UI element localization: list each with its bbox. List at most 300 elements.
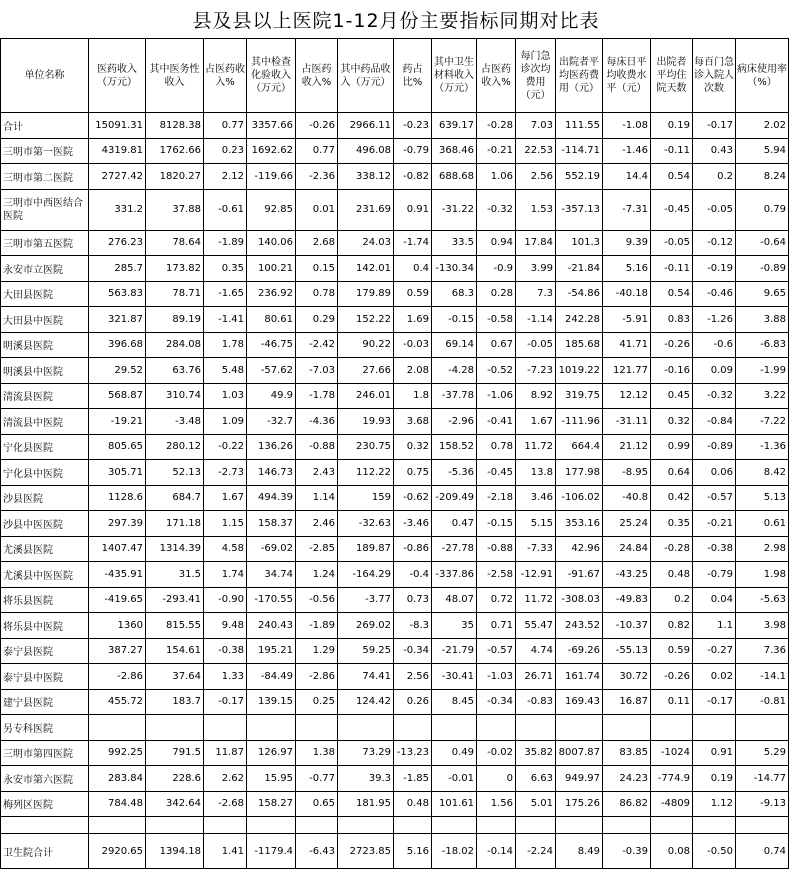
value-cell: 177.98: [556, 460, 603, 486]
value-cell: 1692.62: [247, 138, 296, 164]
value-cell: 25.24: [603, 511, 651, 537]
table-row: [1, 613, 789, 639]
value-cell: [146, 715, 204, 741]
unit-name-cell: 三明市第五医院: [1, 230, 89, 256]
value-cell: -0.02: [477, 740, 516, 766]
value-cell: -0.17: [204, 689, 247, 715]
value-cell: -1.89: [204, 230, 247, 256]
value-cell: 396.68: [89, 332, 146, 358]
value-cell: 48.07: [432, 587, 477, 613]
value-cell: -4.36: [296, 409, 338, 435]
unit-name-cell: 清流县医院: [1, 383, 89, 409]
value-cell: -2.18: [477, 485, 516, 511]
value-cell: 5.48: [204, 358, 247, 384]
value-cell: 276.23: [89, 230, 146, 256]
value-cell: -7.22: [736, 409, 789, 435]
value-cell: 664.4: [556, 434, 603, 460]
value-cell: 37.88: [146, 189, 204, 230]
value-cell: -2.68: [204, 791, 247, 817]
value-cell: 158.27: [247, 791, 296, 817]
value-cell: 1.98: [736, 562, 789, 588]
value-cell: -0.45: [477, 460, 516, 486]
value-cell: 0.08: [651, 834, 693, 869]
value-cell: 3.99: [516, 256, 556, 282]
column-header: 出院者平均医药费用（元）: [556, 39, 603, 113]
unit-name-cell: 建宁县医院: [1, 689, 89, 715]
value-cell: 8128.38: [146, 113, 204, 139]
value-cell: 68.3: [432, 281, 477, 307]
value-cell: [204, 817, 247, 834]
value-cell: -0.21: [693, 511, 736, 537]
column-header: 其中卫生材料收入（万元）: [432, 39, 477, 113]
table-row: [1, 740, 789, 766]
unit-name-cell: 尤溪县中医医院: [1, 562, 89, 588]
value-cell: -18.02: [432, 834, 477, 869]
value-cell: -0.05: [651, 230, 693, 256]
value-cell: 0.99: [651, 434, 693, 460]
value-cell: [693, 817, 736, 834]
value-cell: -106.02: [556, 485, 603, 511]
value-cell: -9.13: [736, 791, 789, 817]
value-cell: -293.41: [146, 587, 204, 613]
value-cell: 1.15: [204, 511, 247, 537]
value-cell: 0.65: [296, 791, 338, 817]
value-cell: -164.29: [338, 562, 394, 588]
value-cell: 175.26: [556, 791, 603, 817]
report-title: 县及县以上医院1-12月份主要指标同期对比表: [192, 10, 600, 32]
value-cell: 0.72: [477, 587, 516, 613]
value-cell: 0.11: [651, 689, 693, 715]
value-cell: -0.56: [296, 587, 338, 613]
value-cell: 7.36: [736, 638, 789, 664]
value-cell: [693, 715, 736, 741]
value-cell: [432, 817, 477, 834]
value-cell: 195.21: [247, 638, 296, 664]
unit-name-cell: 将乐县中医院: [1, 613, 89, 639]
value-cell: -14.1: [736, 664, 789, 690]
value-cell: [89, 715, 146, 741]
value-cell: -130.34: [432, 256, 477, 282]
value-cell: -0.83: [516, 689, 556, 715]
unit-name-cell: 大田县中医院: [1, 307, 89, 333]
value-cell: 2.02: [736, 113, 789, 139]
value-cell: -7.03: [296, 358, 338, 384]
value-cell: 173.82: [146, 256, 204, 282]
value-cell: -1179.4: [247, 834, 296, 869]
table-row: [1, 409, 789, 435]
value-cell: 0.77: [296, 138, 338, 164]
value-cell: -0.27: [693, 638, 736, 664]
value-cell: 4319.81: [89, 138, 146, 164]
value-cell: 2727.42: [89, 164, 146, 190]
column-header: 药占比%: [394, 39, 432, 113]
value-cell: [247, 817, 296, 834]
table-row: [1, 638, 789, 664]
unit-name-cell: 尤溪县医院: [1, 536, 89, 562]
column-header: 占医药收入%: [296, 39, 338, 113]
value-cell: -114.71: [556, 138, 603, 164]
value-cell: -0.17: [693, 689, 736, 715]
header-row: [1, 39, 789, 113]
value-cell: 0.48: [651, 562, 693, 588]
value-cell: 0.64: [651, 460, 693, 486]
value-cell: 3.68: [394, 409, 432, 435]
table-row: [1, 715, 789, 741]
value-cell: 0.74: [736, 834, 789, 869]
value-cell: -6.83: [736, 332, 789, 358]
value-cell: 86.82: [603, 791, 651, 817]
value-cell: -49.83: [603, 587, 651, 613]
value-cell: -7.23: [516, 358, 556, 384]
value-cell: 0.54: [651, 164, 693, 190]
value-cell: 2.62: [204, 766, 247, 792]
value-cell: 35: [432, 613, 477, 639]
value-cell: -111.96: [556, 409, 603, 435]
value-cell: 1.8: [394, 383, 432, 409]
value-cell: -4.28: [432, 358, 477, 384]
value-cell: -0.32: [477, 189, 516, 230]
value-cell: -0.38: [204, 638, 247, 664]
table-row: [1, 817, 789, 834]
value-cell: 243.52: [556, 613, 603, 639]
value-cell: 4.74: [516, 638, 556, 664]
value-cell: -0.14: [477, 834, 516, 869]
value-cell: -0.34: [394, 638, 432, 664]
value-cell: 1394.18: [146, 834, 204, 869]
value-cell: 2723.85: [338, 834, 394, 869]
value-cell: 5.13: [736, 485, 789, 511]
value-cell: 11.87: [204, 740, 247, 766]
value-cell: -0.89: [736, 256, 789, 282]
value-cell: 15.95: [247, 766, 296, 792]
value-cell: -32.7: [247, 409, 296, 435]
table-row: [1, 281, 789, 307]
value-cell: 0.32: [394, 434, 432, 460]
value-cell: -0.16: [651, 358, 693, 384]
value-cell: 5.01: [516, 791, 556, 817]
value-cell: 1.29: [296, 638, 338, 664]
value-cell: 121.77: [603, 358, 651, 384]
value-cell: 6.63: [516, 766, 556, 792]
value-cell: 0.75: [394, 460, 432, 486]
value-cell: -0.88: [296, 434, 338, 460]
value-cell: 0.45: [651, 383, 693, 409]
value-cell: 0.78: [296, 281, 338, 307]
value-cell: -13.23: [394, 740, 432, 766]
value-cell: -0.81: [736, 689, 789, 715]
value-cell: 0: [477, 766, 516, 792]
value-cell: -2.96: [432, 409, 477, 435]
value-cell: 5.16: [394, 834, 432, 869]
value-cell: 1.33: [204, 664, 247, 690]
value-cell: -1.46: [603, 138, 651, 164]
value-cell: 33.5: [432, 230, 477, 256]
value-cell: 0.2: [693, 164, 736, 190]
value-cell: 2920.65: [89, 834, 146, 869]
value-cell: -0.19: [693, 256, 736, 282]
value-cell: -0.26: [651, 664, 693, 690]
value-cell: 0.26: [394, 689, 432, 715]
value-cell: 8.49: [556, 834, 603, 869]
value-cell: 26.71: [516, 664, 556, 690]
table-body: [1, 113, 789, 869]
value-cell: 280.12: [146, 434, 204, 460]
value-cell: 1128.6: [89, 485, 146, 511]
column-header: 单位名称: [1, 39, 89, 113]
value-cell: 159: [338, 485, 394, 511]
value-cell: 69.14: [432, 332, 477, 358]
value-cell: 92.85: [247, 189, 296, 230]
value-cell: 0.71: [477, 613, 516, 639]
value-cell: 1.03: [204, 383, 247, 409]
table-row: [1, 511, 789, 537]
value-cell: 1.38: [296, 740, 338, 766]
value-cell: -0.41: [477, 409, 516, 435]
value-cell: 0.15: [296, 256, 338, 282]
value-cell: -21.84: [556, 256, 603, 282]
column-header: 出院者平均住院天数: [651, 39, 693, 113]
value-cell: -0.34: [477, 689, 516, 715]
value-cell: 11.72: [516, 587, 556, 613]
value-cell: 89.19: [146, 307, 204, 333]
value-cell: 791.5: [146, 740, 204, 766]
value-cell: -0.57: [477, 638, 516, 664]
value-cell: -0.84: [693, 409, 736, 435]
value-cell: -0.58: [477, 307, 516, 333]
table-row: [1, 164, 789, 190]
value-cell: -2.85: [296, 536, 338, 562]
value-cell: -5.36: [432, 460, 477, 486]
value-cell: 3.98: [736, 613, 789, 639]
value-cell: -0.64: [736, 230, 789, 256]
value-cell: [296, 715, 338, 741]
value-cell: 30.72: [603, 664, 651, 690]
value-cell: -0.11: [651, 256, 693, 282]
value-cell: [146, 817, 204, 834]
unit-name-cell: 明溪县医院: [1, 332, 89, 358]
value-cell: 37.64: [146, 664, 204, 690]
value-cell: -357.13: [556, 189, 603, 230]
value-cell: 7.03: [516, 113, 556, 139]
value-cell: 161.74: [556, 664, 603, 690]
value-cell: [556, 817, 603, 834]
value-cell: 1.06: [477, 164, 516, 190]
value-cell: -0.88: [477, 536, 516, 562]
value-cell: -2.42: [296, 332, 338, 358]
value-cell: 0.77: [204, 113, 247, 139]
value-cell: 0.25: [296, 689, 338, 715]
value-cell: 63.76: [146, 358, 204, 384]
value-cell: 59.25: [338, 638, 394, 664]
value-cell: -0.86: [394, 536, 432, 562]
value-cell: -7.33: [516, 536, 556, 562]
value-cell: 19.93: [338, 409, 394, 435]
value-cell: [432, 715, 477, 741]
value-cell: 1.69: [394, 307, 432, 333]
value-cell: 455.72: [89, 689, 146, 715]
value-cell: 1.1: [693, 613, 736, 639]
value-cell: -40.8: [603, 485, 651, 511]
table-row: [1, 485, 789, 511]
value-cell: 152.22: [338, 307, 394, 333]
value-cell: 11.72: [516, 434, 556, 460]
unit-name-cell: 永安市第六医院: [1, 766, 89, 792]
table-row: [1, 689, 789, 715]
value-cell: 230.75: [338, 434, 394, 460]
value-cell: 1314.39: [146, 536, 204, 562]
value-cell: -0.6: [693, 332, 736, 358]
value-cell: -1.85: [394, 766, 432, 792]
unit-name-cell: 大田县医院: [1, 281, 89, 307]
value-cell: -69.26: [556, 638, 603, 664]
value-cell: -37.78: [432, 383, 477, 409]
value-cell: 305.71: [89, 460, 146, 486]
value-cell: 80.61: [247, 307, 296, 333]
value-cell: -0.90: [204, 587, 247, 613]
value-cell: 494.39: [247, 485, 296, 511]
value-cell: [89, 817, 146, 834]
value-cell: 0.23: [204, 138, 247, 164]
value-cell: -1.99: [736, 358, 789, 384]
value-cell: -5.63: [736, 587, 789, 613]
unit-name-cell: 沙县中医医院: [1, 511, 89, 537]
value-cell: 0.09: [693, 358, 736, 384]
value-cell: 42.96: [556, 536, 603, 562]
value-cell: -84.49: [247, 664, 296, 690]
value-cell: 5.94: [736, 138, 789, 164]
value-cell: 1019.22: [556, 358, 603, 384]
value-cell: 284.08: [146, 332, 204, 358]
value-cell: 283.84: [89, 766, 146, 792]
column-header: 每床日平均收费水平（元）: [603, 39, 651, 113]
value-cell: 0.48: [394, 791, 432, 817]
value-cell: -19.21: [89, 409, 146, 435]
value-cell: -0.03: [394, 332, 432, 358]
value-cell: -1.78: [296, 383, 338, 409]
column-header: 其中药品收入（万元）: [338, 39, 394, 113]
value-cell: 1762.66: [146, 138, 204, 164]
value-cell: 35.82: [516, 740, 556, 766]
value-cell: 228.6: [146, 766, 204, 792]
value-cell: 0.59: [394, 281, 432, 307]
value-cell: -0.23: [394, 113, 432, 139]
value-cell: 171.18: [146, 511, 204, 537]
value-cell: 2.46: [296, 511, 338, 537]
value-cell: 0.19: [651, 113, 693, 139]
value-cell: -0.89: [693, 434, 736, 460]
value-cell: [516, 817, 556, 834]
table-row: [1, 307, 789, 333]
table-row: [1, 230, 789, 256]
value-cell: 124.42: [338, 689, 394, 715]
value-cell: -0.01: [432, 766, 477, 792]
value-cell: 496.08: [338, 138, 394, 164]
value-cell: 13.8: [516, 460, 556, 486]
value-cell: -31.11: [603, 409, 651, 435]
table-row: [1, 113, 789, 139]
value-cell: -0.15: [477, 511, 516, 537]
value-cell: -0.22: [204, 434, 247, 460]
unit-name-cell: 合计: [1, 113, 89, 139]
value-cell: 2.12: [204, 164, 247, 190]
value-cell: -0.50: [693, 834, 736, 869]
value-cell: 142.01: [338, 256, 394, 282]
table-row: [1, 664, 789, 690]
value-cell: [516, 715, 556, 741]
value-cell: 0.73: [394, 587, 432, 613]
value-cell: 8.24: [736, 164, 789, 190]
value-cell: 12.12: [603, 383, 651, 409]
value-cell: 2.08: [394, 358, 432, 384]
value-cell: -0.4: [394, 562, 432, 588]
value-cell: 74.41: [338, 664, 394, 690]
value-cell: 183.7: [146, 689, 204, 715]
value-cell: 321.87: [89, 307, 146, 333]
value-cell: -170.55: [247, 587, 296, 613]
value-cell: -0.28: [651, 536, 693, 562]
value-cell: -6.43: [296, 834, 338, 869]
table-row: [1, 460, 789, 486]
table-row: [1, 383, 789, 409]
value-cell: 179.89: [338, 281, 394, 307]
unit-name-cell: 宁化县中医院: [1, 460, 89, 486]
value-cell: 353.16: [556, 511, 603, 537]
value-cell: 5.16: [603, 256, 651, 282]
value-cell: -0.82: [394, 164, 432, 190]
value-cell: -0.28: [477, 113, 516, 139]
value-cell: -46.75: [247, 332, 296, 358]
value-cell: 1.14: [296, 485, 338, 511]
value-cell: [204, 715, 247, 741]
value-cell: -0.12: [693, 230, 736, 256]
value-cell: -435.91: [89, 562, 146, 588]
value-cell: 3.88: [736, 307, 789, 333]
value-cell: -3.46: [394, 511, 432, 537]
value-cell: 0.78: [477, 434, 516, 460]
value-cell: 331.2: [89, 189, 146, 230]
value-cell: 0.83: [651, 307, 693, 333]
value-cell: -337.86: [432, 562, 477, 588]
value-cell: [736, 715, 789, 741]
value-cell: 688.68: [432, 164, 477, 190]
value-cell: 1.67: [516, 409, 556, 435]
value-cell: 1407.47: [89, 536, 146, 562]
value-cell: 100.21: [247, 256, 296, 282]
value-cell: -0.26: [296, 113, 338, 139]
value-cell: 1.41: [204, 834, 247, 869]
value-cell: 784.48: [89, 791, 146, 817]
value-cell: -21.79: [432, 638, 477, 664]
value-cell: -30.41: [432, 664, 477, 690]
value-cell: -0.38: [693, 536, 736, 562]
value-cell: 185.68: [556, 332, 603, 358]
value-cell: 2.68: [296, 230, 338, 256]
table-row: [1, 587, 789, 613]
value-cell: [603, 715, 651, 741]
value-cell: 0.42: [651, 485, 693, 511]
value-cell: -2.86: [296, 664, 338, 690]
value-cell: 269.02: [338, 613, 394, 639]
value-cell: 101.3: [556, 230, 603, 256]
table-row: [1, 256, 789, 282]
value-cell: 0.04: [693, 587, 736, 613]
value-cell: 111.55: [556, 113, 603, 139]
value-cell: 169.43: [556, 689, 603, 715]
value-cell: -54.86: [556, 281, 603, 307]
value-cell: 8.42: [736, 460, 789, 486]
value-cell: -0.57: [693, 485, 736, 511]
value-cell: 4.58: [204, 536, 247, 562]
